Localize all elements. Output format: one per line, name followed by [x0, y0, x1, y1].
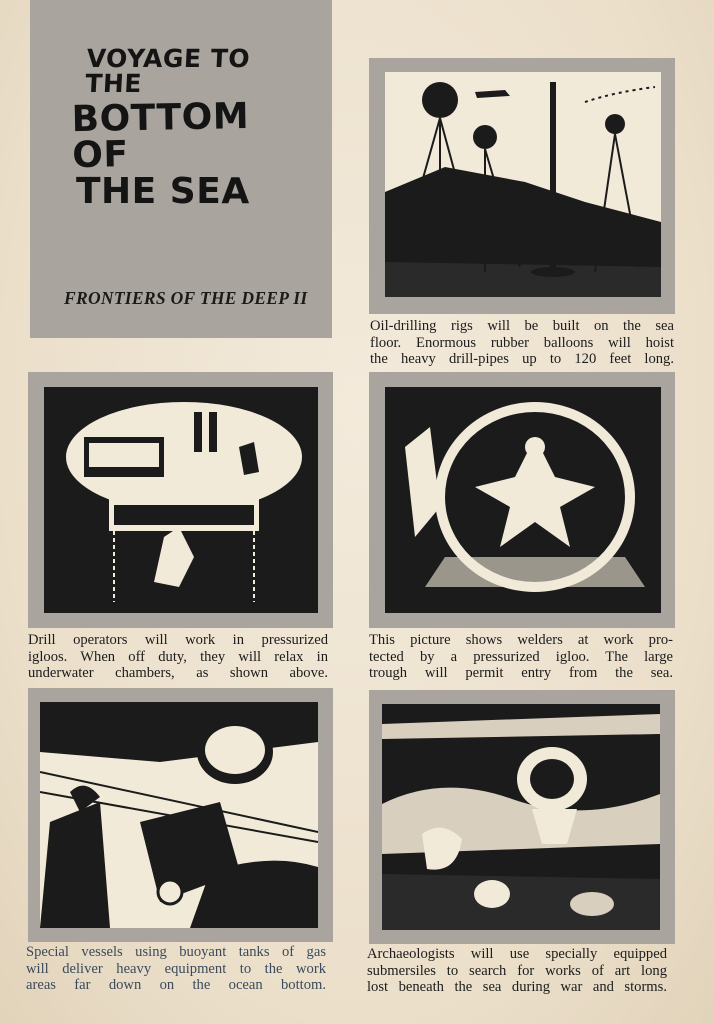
- panel-vessels-illustration: [40, 702, 318, 928]
- caption-line: Special vessels using buoyant tanks of gas: [26, 944, 326, 960]
- title-line-2: BOTTOM OF: [71, 96, 250, 177]
- caption-archaeology: [367, 946, 667, 996]
- caption-line: the heavy drill-pipes up to 120 feet long.: [370, 351, 674, 367]
- caption-line: Oil-drilling rigs will be built on the sea: [370, 318, 674, 334]
- panel-igloo-illustration: [44, 387, 318, 613]
- caption-line: This picture shows welders at work pro-: [369, 632, 673, 648]
- caption-line: will deliver heavy equipment to the work: [26, 960, 326, 977]
- panel-archaeology-illustration: [382, 704, 660, 930]
- caption-line: underwater chambers, as shown above.: [28, 665, 328, 681]
- caption-vessels: [26, 944, 326, 994]
- title-line-1: VOYAGE TO THE: [84, 44, 251, 98]
- caption-line: areas far down on the ocean bottom.: [26, 977, 326, 993]
- page-title: [72, 46, 312, 210]
- title-line-3: THE SEA: [76, 171, 250, 212]
- caption-line: Drill operators will work in pressurized: [28, 632, 328, 648]
- caption-welders: [369, 632, 673, 682]
- subtitle: FRONTIERS OF THE DEEP II: [64, 288, 308, 308]
- caption-line: lost beneath the sea during war and storms.: [367, 979, 667, 995]
- panel-oil-rigs-illustration: [385, 72, 661, 297]
- caption-igloo: [28, 632, 328, 682]
- caption-line: trough will permit entry from the sea.: [369, 665, 673, 681]
- caption-line: Archaeologists will use specially equipped: [367, 946, 667, 962]
- caption-oil-rigs: [370, 318, 674, 368]
- caption-line: floor. Enormous rubber balloons will hoist: [370, 334, 674, 351]
- caption-line: submersiles to search for works of art long: [367, 962, 667, 979]
- caption-line: igloos. When off duty, they will relax in: [28, 648, 328, 665]
- panel-welders-illustration: [385, 387, 661, 613]
- caption-line: tected by a pressurized igloo. The large: [369, 648, 673, 665]
- title-block: [30, 0, 332, 338]
